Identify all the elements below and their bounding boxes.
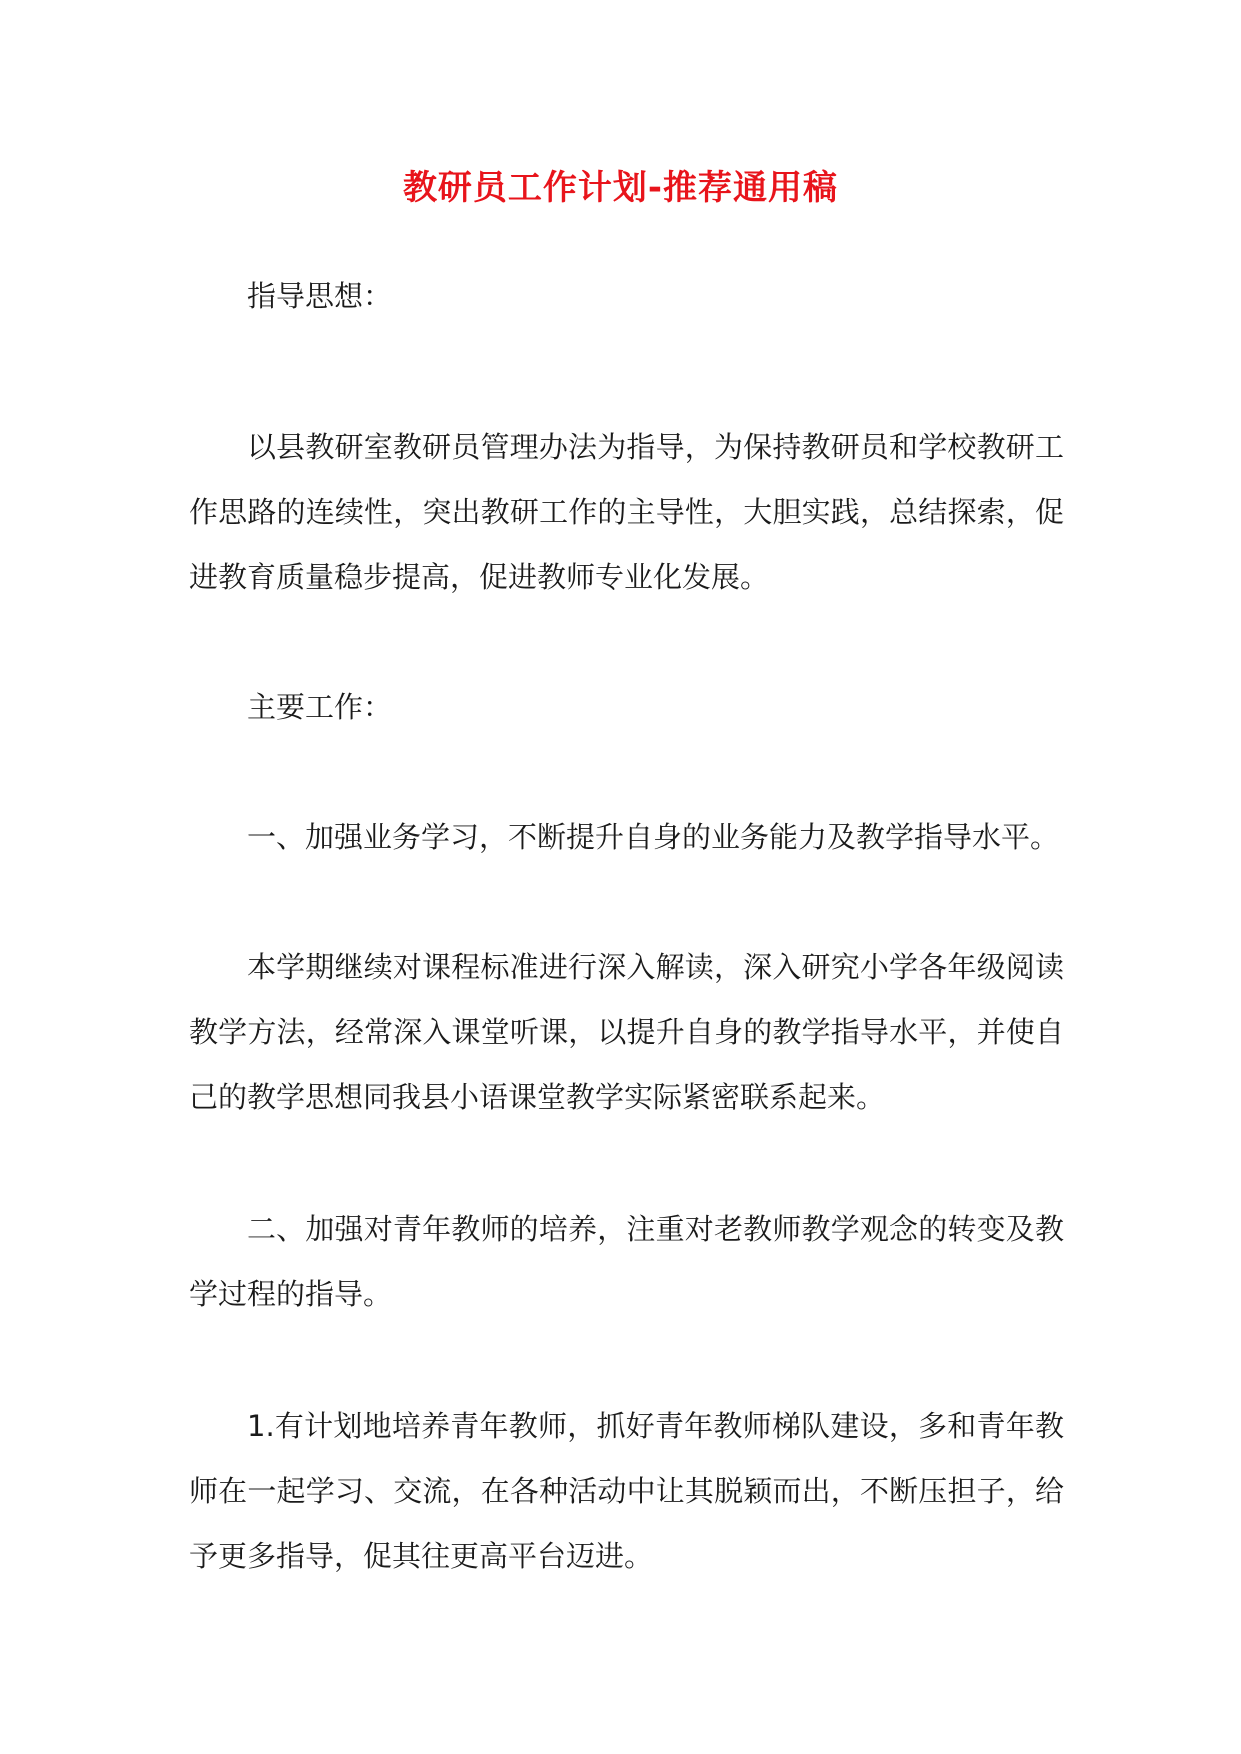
paragraph-item-one: 本学期继续对课程标准进行深入解读，深入研究小学各年级阅读教学方法，经常深入课堂听课，以提升自身的教学指导水平，并使自己的教学思想同我县小语课堂教学实际紧密联系起来。: [189, 950, 1064, 1114]
paragraph-item-two-point-one: 1.有计划地培养青年教师，抓好青年教师梯队建设，多和青年教师在一起学习、交流，在各种活动中让其脱颖而出，不断压担子，给予更多指导，促其往更高平台迈进。: [189, 1409, 1064, 1573]
paragraph-guiding-ideology: 以县教研室教研员管理办法为指导，为保持教研员和学校教研工作思路的连续性，突出教研工作的主导性，大胆实践，总结探索，促进教育质量稳步提高，促进教师专业化发展。: [189, 430, 1064, 594]
item-heading-one: 一、加强业务学习，不断提升自身的业务能力及教学指导水平。: [247, 820, 1060, 854]
section-heading-main-work: 主要工作：: [247, 690, 393, 724]
document-title: 教研员工作计划-推荐通用稿: [402, 168, 839, 208]
section-heading-guiding-ideology: 指导思想：: [247, 279, 393, 313]
item-heading-two: 二、加强对青年教师的培养，注重对老教师教学观念的转变及教学过程的指导。: [189, 1212, 1064, 1311]
